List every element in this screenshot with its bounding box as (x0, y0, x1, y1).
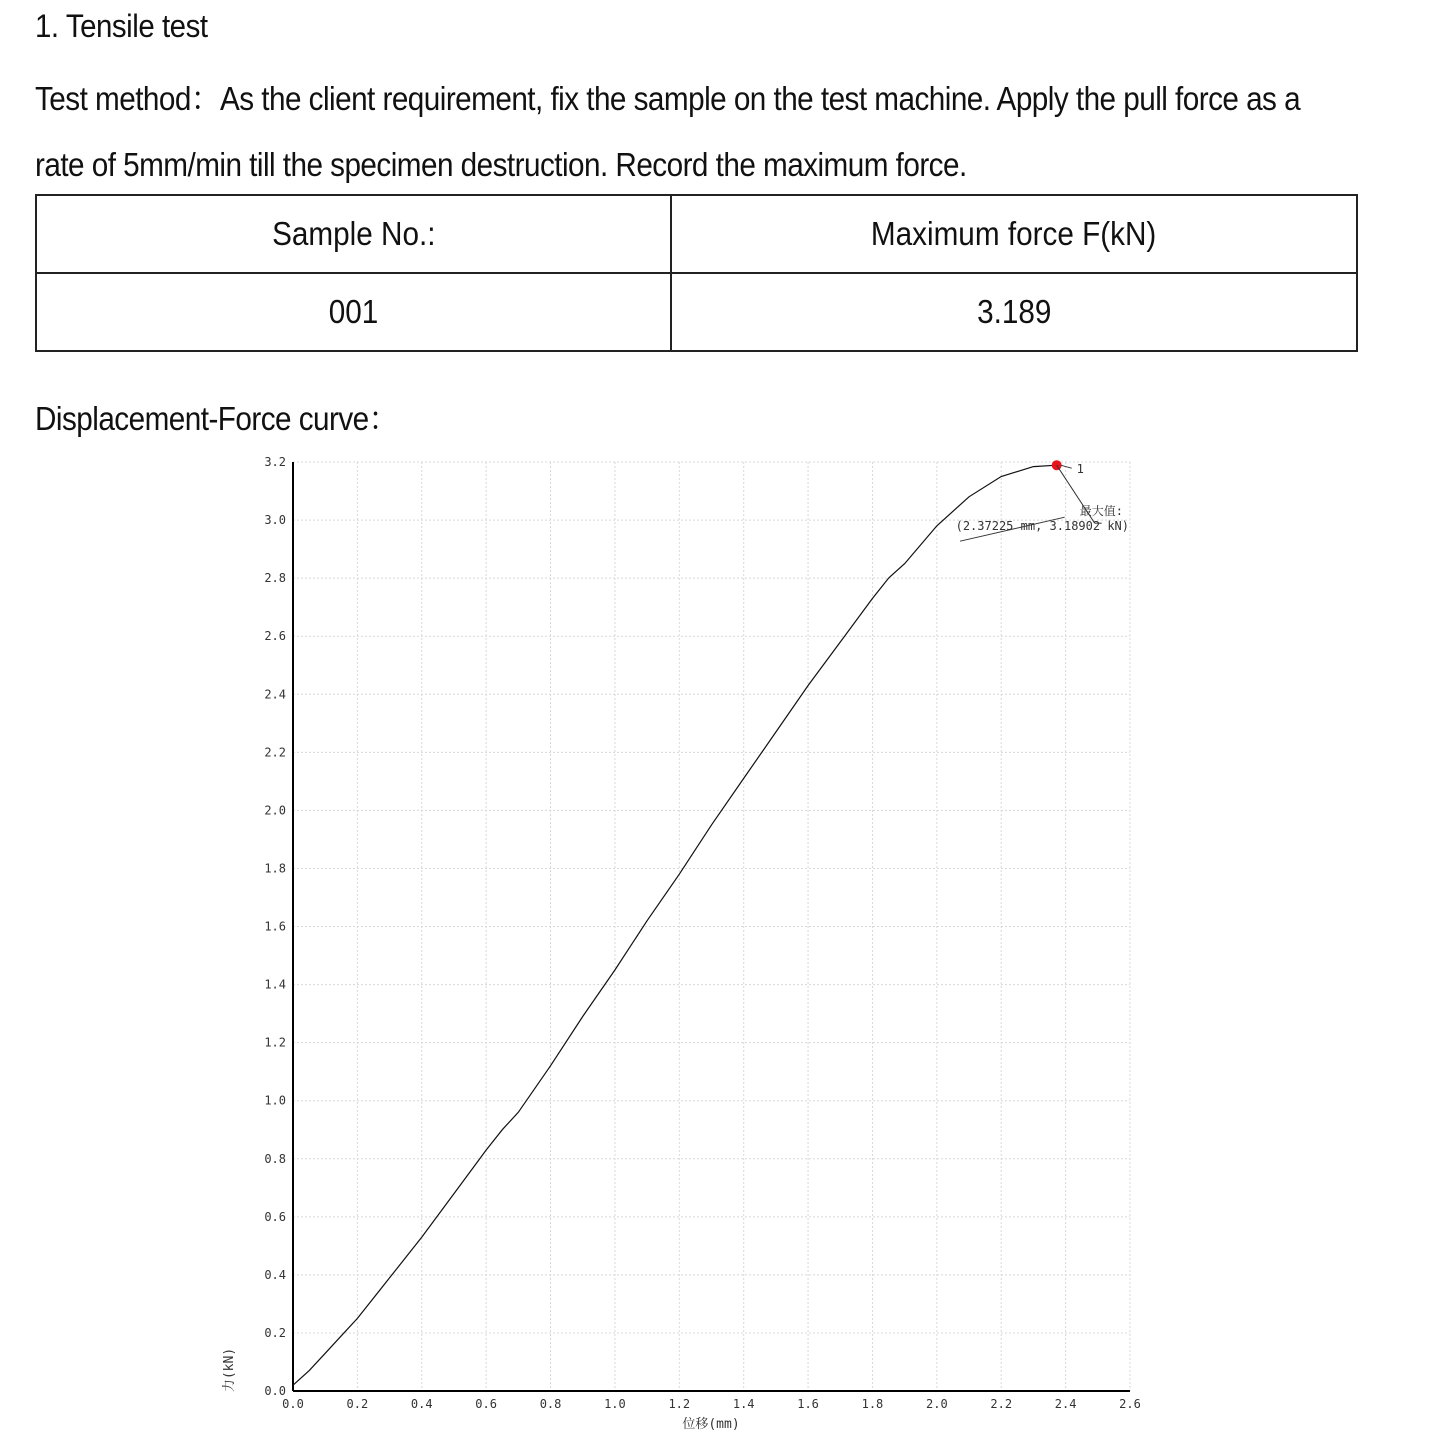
y-tick-label: 0.6 (264, 1209, 286, 1224)
y-tick-label: 2.8 (264, 571, 286, 586)
x-tick-label: 2.0 (926, 1397, 948, 1411)
series-line (293, 465, 1057, 1385)
y-tick-label: 3.2 (264, 455, 286, 469)
y-axis-title: 力(kN) (222, 1347, 237, 1393)
header-maximum-force: Maximum force F(kN) (671, 195, 1357, 273)
table-header-row (36, 195, 1357, 273)
displacement-force-chart (0, 440, 1445, 1440)
section-heading: 1. Tensile test (35, 8, 208, 44)
cell-maximum-force: 3.189 (671, 273, 1357, 351)
curve-title: Displacement-Force curve： (35, 400, 398, 437)
test-method-paragraph (35, 66, 1301, 198)
x-tick-label: 0.6 (475, 1397, 497, 1411)
y-tick-label: 1.2 (264, 1035, 286, 1050)
x-tick-label: 1.2 (668, 1397, 691, 1411)
annotation-label: 最大值: (1079, 504, 1123, 519)
y-tick-label: 2.2 (264, 745, 286, 760)
chart-tick-labels (264, 455, 1141, 1411)
y-tick-label: 0.2 (264, 1325, 286, 1340)
table-row (36, 273, 1357, 351)
y-tick-label: 3.0 (264, 513, 286, 528)
chart-series (293, 465, 1057, 1385)
x-tick-label: 2.2 (990, 1397, 1013, 1411)
x-tick-label: 1.4 (732, 1397, 755, 1411)
y-tick-label: 0.8 (264, 1151, 286, 1166)
x-tick-label: 0.0 (282, 1397, 304, 1411)
y-tick-label: 0.0 (264, 1384, 286, 1398)
chart-annotation (956, 460, 1129, 541)
y-tick-label: 2.4 (264, 687, 286, 702)
x-tick-label: 0.4 (410, 1397, 433, 1411)
test-method-line-1: Test method：As the client requirement, fix the sample on the test machine. Apply the pull force as a (35, 80, 1301, 117)
y-tick-label: 0.4 (264, 1267, 286, 1282)
annotation-value: (2.37225 mm, 3.18902 kN) (955, 519, 1129, 534)
y-tick-label: 2.0 (264, 803, 286, 818)
x-tick-label: 0.2 (346, 1397, 369, 1411)
x-tick-label: 1.6 (797, 1397, 819, 1411)
y-tick-label: 2.6 (264, 629, 286, 644)
x-tick-label: 2.4 (1054, 1397, 1077, 1411)
cell-sample-no: 001 (36, 273, 671, 351)
marker-number: 1 (1076, 462, 1084, 477)
y-tick-label: 1.6 (264, 919, 286, 934)
x-tick-label: 1.0 (604, 1397, 626, 1411)
y-tick-label: 1.4 (264, 977, 286, 992)
results-table (35, 194, 1358, 352)
x-axis-title: 位移(mm) (682, 1417, 740, 1432)
y-tick-label: 1.8 (264, 861, 286, 876)
max-point-marker (1052, 460, 1062, 470)
chart-grid (293, 462, 1130, 1391)
y-tick-label: 1.0 (264, 1093, 286, 1108)
x-tick-label: 1.8 (861, 1397, 884, 1411)
x-tick-label: 2.6 (1119, 1397, 1141, 1411)
test-method-line-2: rate of 5mm/min till the specimen destruction. Record the maximum force. (35, 146, 967, 183)
x-tick-label: 0.8 (539, 1397, 562, 1411)
marker-leader (1061, 465, 1072, 468)
header-sample-no: Sample No.: (36, 195, 671, 273)
